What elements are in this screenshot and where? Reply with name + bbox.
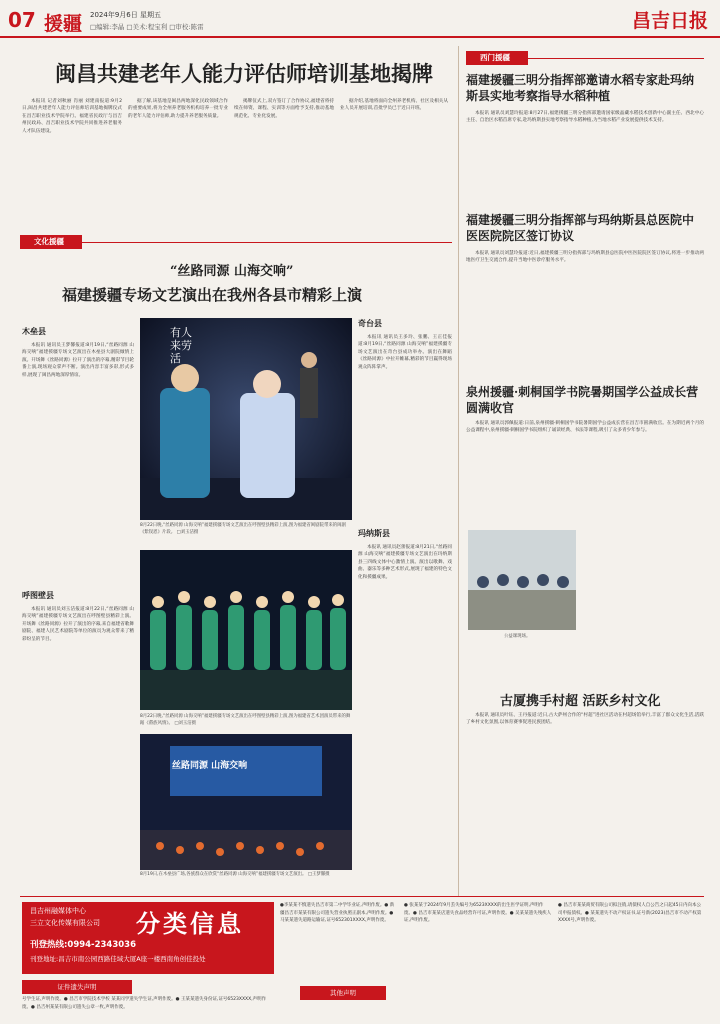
hutubi-article: 本报讯 通讯员刘玉洁报道:8月22日,“丝路同源 山海交响”福建援疆专场文艺演出在呼图壁县精彩上演。开场舞《丝路同源》拉开了演出的序幕,来自福建省歌舞剧院、福建人民艺术剧院等单位的演员为观众带来了精彩纷呈的节目。 [22, 607, 134, 642]
news3-headline: 泉州援疆·刺桐国学书院暑期国学公益成长营圆满收官 [466, 385, 699, 415]
culture-title-line-2: 福建援疆专场文艺演出在我州各县市精彩上演 [62, 286, 363, 304]
manasi-article: 本报讯 通讯员赵蕾报道:8月21日,“丝路同源 山海交响”福建援疆专场文艺演出在玛纳斯县三四线文体中心激情上演。演出以歌舞、戏曲、器乐等多种艺术形式,展现了福建的特色文化和援疆成果。 [358, 545, 452, 580]
newspaper-logo: 昌吉日报 [631, 10, 708, 32]
square-show-photo [140, 734, 352, 870]
classified-column-2: ●李某某不慎遗失昌吉市第二中学毕业证,声明作废。● 新疆昌吉市某某有限公司遗失营业执照正副本,声明作废。● 马某某遗失道路运输证,证号652301XXXX,声明作废。 [280, 903, 395, 923]
classified-column-3: ● 张某某于2024年9月丢失编号为6523XXXX的出生医学证明,声明作废。● 昌吉市某某店遗失食品经营许可证,声明作废。● 吴某某遗失残疾人证,声明作废。 [404, 903, 552, 923]
mulei-subhead: 木垒县 [22, 326, 46, 336]
lead-headline: 闽昌共建老年人能力评估师培训基地揭牌 [55, 61, 433, 86]
culture-section-tab: 文化援疆 [20, 235, 82, 249]
classified-org-2: 三立文化传媒有限公司 [30, 919, 100, 927]
square-show-caption [140, 872, 352, 879]
qitai-article: 本报讯 通讯员王多玲、张鹏、王正佳报道:8月19日,“丝路同源 山海交响”福建援疆专场文艺演出在奇台县成功举办。演出在舞蹈《丝路同源》中拉开帷幕,精彩的节目赢得现场观众阵阵掌声。 [358, 335, 452, 370]
news1-article: 本报讯 通讯员刘慧玲报道:8月27日,福建援疆三明分指挥部邀请国家级晶藏水稻技术创新中心副主任、西北中心主任、自治区水稻首席专家,赴玛纳斯县实地考察指导水稻种植,为当地水稻产业发展提供技术支持。 [466, 111, 704, 124]
news3-article: 本报讯 通讯员郭佩报道:日前,泉州援疆·刺桐国学书院暑期国学公益成长营在昌吉市圆满收官。在为期近两个月的公益课程中,泉州援疆·刺桐国学书院组织了诵读经典、书法等课程,吸引了众多青少年参与。 [466, 421, 704, 434]
opera-photo-caption [140, 523, 352, 536]
classified-rule [20, 896, 704, 897]
classified-column-4: ● 昌吉市某某商贸有限公司拟注销,请债权人自公告之日起45日内向本公司申报债权。● 某某遗失不动产权证书,证号新(2023)昌吉市不动产权第XXXX号,声明作废。 [558, 903, 702, 923]
editor-meta: □编辑:李晶 □美术:程宝利 □审校:陈雷 [90, 23, 204, 31]
caption-credit: □刘玉洁摄 [176, 529, 199, 535]
lead-column-3: 揭牌仪式上,双方签订了合作协议,福建省将持续在师资、课程、实训等方面给予支持,推动基地规范化、专业化发展。 [234, 99, 334, 119]
caption-text: 8月19日,在木垒县广场,各族群众在欣赏“丝路同源 山海交响”福建援疆专场文艺演出。 [140, 872, 307, 877]
lead-column-2: 据了解,该基地是闽昌两地深化民政领域合作的重要成果,将为全州养老服务机构培养一批专业的老年人能力评估师,助力提升养老服务质量。 [128, 99, 228, 119]
news1-headline: 福建援疆三明分指挥部邀请水稻专家赴玛纳斯县实地考察指导水稻种植 [466, 73, 695, 103]
news4-article: 本报讯 通讯员叶钰、王丹报道:近日,古大萨州合作的“村超”进社区活动在村超场馆举行,丰富了群众文化生活,活跃了乡村文化氛围,以体育赛事促进民族团结。 [466, 713, 704, 726]
classified-address: 刊登地址:昌吉市南公园西路佳域大厦A座一楼西南角创佳投处 [30, 955, 206, 963]
lost-certificate-tag: 证件遗失声明 [22, 980, 132, 994]
culture-title-line-1: “丝路同源 山海交响” [170, 264, 294, 279]
classified-org-1: 昌吉州融媒体中心 [30, 907, 86, 915]
lead-column-4: 据介绍,基地将面向全州养老机构、社区及相关从业人员开展培训,首批学员已于近日开班。 [340, 99, 448, 112]
dance-photo [140, 550, 352, 710]
photo-sign-text: 有人来劳活 [170, 326, 192, 365]
column-divider [458, 46, 459, 896]
section-name: 援疆 [44, 13, 83, 35]
caption-credit: □王梦馨摄 [307, 872, 330, 877]
lead-column-1: 本报讯 记者刘秋丽 肖丽 刘建南报道:9月2日,闽昌共建老年人能力评估师培训基地揭牌仪式在昌吉职业技术学院举行。福建省民政厅与昌吉州民政局、昌吉职业技术学院共同推进养老服务人才队伍建设。 [22, 99, 122, 134]
right-section-tab: 西门援疆 [466, 51, 528, 65]
manasi-subhead: 玛纳斯县 [358, 528, 390, 538]
caption-text: 8月22日晚,“丝路同源 山海交响”福建援疆专场文艺演出在呼图壁县精彩上演,图为福建省艺术团演员带来的舞蹈《畲族风情》。 [140, 714, 351, 726]
class-photo [468, 530, 576, 630]
class-photo-caption: 公益课现场。 [504, 634, 531, 639]
classified-title: 分类信息 [136, 910, 244, 938]
qitai-subhead: 奇台县 [358, 318, 382, 328]
caption-text: 8月22日晚,“丝路同源 山海交响”福建援疆专场文艺演出在呼图壁县精彩上演,图为福建省闽剧院带来的闽剧《紫钗恩》片段。 [140, 523, 346, 535]
mulei-article: 本报讯 通讯员王梦馨报道:8月19日,“丝路同源 山海交响”福建援疆专场文艺演出在木垒县大剧院倾情上演。开场舞《丝路同源》拉开了演出的序幕,精彩节目轮番上演,现场观众掌声不断。演出内容丰富多彩,形式多样,展现了闽昌两地深厚情谊。 [22, 343, 134, 378]
classified-column-1: 号学生证,声明作废。● 昌吉市学院技术学校 某某同学遗失学生证,声明作废。● 王某某遗失身份证,证号6523XXXX,声明作废。● 昌吉州某某有限公司遗失公章一枚,声明作废。 [22, 997, 267, 1010]
caption-credit: □刘玉洁摄 [174, 720, 197, 726]
page-number: 07 [8, 8, 36, 32]
classified-phone: 刊登热线:0994-2343036 [30, 940, 136, 950]
photo-banner-text: 丝路同源 山海交响 [172, 761, 248, 771]
culture-section-rule [20, 242, 452, 243]
news2-headline: 福建援疆三明分指挥部与玛纳斯县总医院中医医院院区签订协议 [466, 213, 695, 243]
other-notice-tag: 其他声明 [300, 986, 386, 1000]
dance-photo-caption [140, 714, 352, 727]
news2-article: 本报讯 通讯员刘慧玲报道:近日,福建援疆三明分指挥部与玛纳斯县总医院中医医院院区签订协议,将进一步推动两地医疗卫生交流合作,提升当地中医诊疗服务水平。 [466, 251, 704, 264]
hutubi-subhead: 呼图壁县 [22, 590, 54, 600]
news4-headline: 古厦携手村超 活跃乡村文化 [500, 694, 661, 709]
issue-date: 2024年9月6日 星期五 [90, 11, 161, 19]
